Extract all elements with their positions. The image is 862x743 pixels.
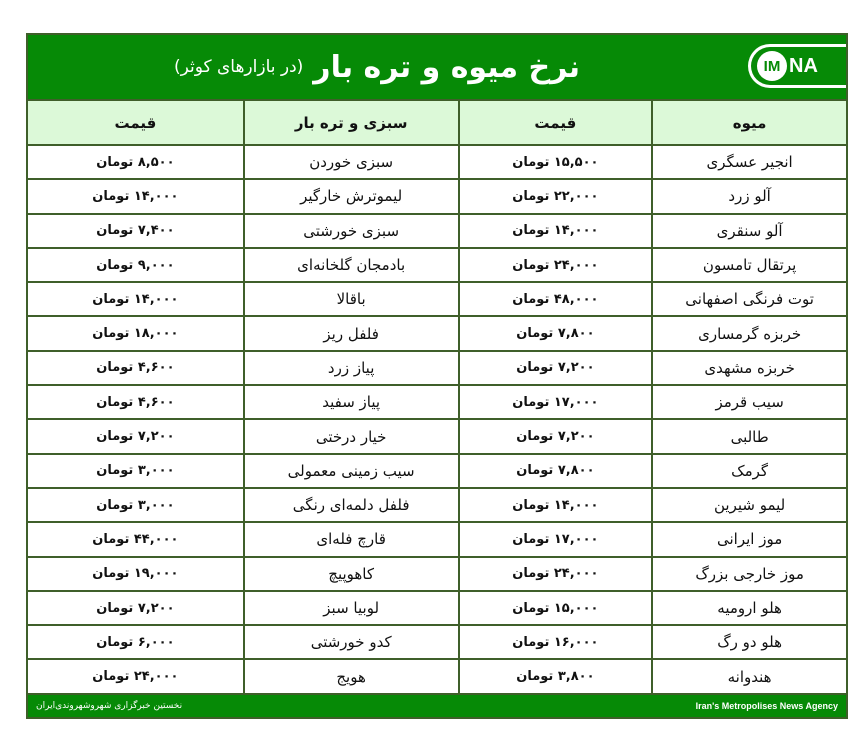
vegetable-name: سبزی خوردن [244,145,459,179]
fruit-name: پرتقال تامسون [652,248,846,282]
imna-logo-icon [748,44,846,88]
table-row [28,248,846,282]
vegetable-name: کاهوپیچ [244,557,459,591]
vegetable-price: ۴۴,۰۰۰ تومان [28,522,244,556]
fruit-price: ۳,۸۰۰ تومان [459,659,653,693]
vegetable-name: سبزی خورشتی [244,214,459,248]
column-header-row [28,101,846,145]
fruit-price: ۷,۸۰۰ تومان [459,454,653,488]
table-row [28,488,846,522]
vegetable-name: هویج [244,659,459,693]
fruit-name: خربزه گرمساری [652,316,846,350]
footer-english-tagline: Iran's Metropolises News Agency [695,700,838,711]
title-block [28,35,726,99]
footer-persian-text: نخستین خبرگزاری شهروشهروندی‌ایران [36,700,183,711]
price-table [28,101,846,695]
vegetable-price: ۱۴,۰۰۰ تومان [28,282,244,316]
table-row [28,351,846,385]
vegetable-price: ۷,۲۰۰ تومان [28,591,244,625]
table-row [28,145,846,179]
price-table-card [26,33,848,719]
table-row [28,179,846,213]
table-row [28,522,846,556]
vegetable-price: ۴,۶۰۰ تومان [28,385,244,419]
fruit-name: انجیر عسگری [652,145,846,179]
table-row [28,316,846,350]
logo-text: NA [789,54,818,77]
column-header-vegetable-price: قیمت [28,101,244,145]
vegetable-price: ۳,۰۰۰ تومان [28,454,244,488]
fruit-price: ۱۴,۰۰۰ تومان [459,488,653,522]
fruit-price: ۲۴,۰۰۰ تومان [459,248,653,282]
vegetable-name: فلفل ریز [244,316,459,350]
fruit-price: ۲۴,۰۰۰ تومان [459,557,653,591]
fruit-name: گرمک [652,454,846,488]
vegetable-name: بادمجان گلخانه‌ای [244,248,459,282]
title-banner [28,35,846,101]
vegetable-price: ۱۹,۰۰۰ تومان [28,557,244,591]
column-header-fruit: میوه [652,101,846,145]
fruit-price: ۷,۲۰۰ تومان [459,419,653,453]
vegetable-price: ۳,۰۰۰ تومان [28,488,244,522]
fruit-name: لیمو شیرین [652,488,846,522]
footer-persian-tagline [28,701,437,711]
fruit-name: هندوانه [652,659,846,693]
table-row [28,659,846,693]
vegetable-name: باقالا [244,282,459,316]
table-row [28,557,846,591]
fruit-price: ۱۵,۵۰۰ تومان [459,145,653,179]
vegetable-name: فلفل دلمه‌ای رنگی [244,488,459,522]
vegetable-name: قارچ فله‌ای [244,522,459,556]
table-row [28,385,846,419]
fruit-price: ۴۸,۰۰۰ تومان [459,282,653,316]
table-row [28,282,846,316]
vegetable-price: ۹,۰۰۰ تومان [28,248,244,282]
fruit-price: ۱۷,۰۰۰ تومان [459,522,653,556]
vegetable-name: خیار درختی [244,419,459,453]
fruit-name: آلو زرد [652,179,846,213]
page-title: نرخ میوه و تره بار [313,49,581,85]
fruit-name: موز ایرانی [652,522,846,556]
vegetable-price: ۴,۶۰۰ تومان [28,351,244,385]
vegetable-name: کدو خورشتی [244,625,459,659]
vegetable-name: پیاز زرد [244,351,459,385]
vegetable-price: ۷,۲۰۰ تومان [28,419,244,453]
fruit-name: موز خارجی بزرگ [652,557,846,591]
column-header-fruit-price: قیمت [459,101,653,145]
fruit-name: طالبی [652,419,846,453]
fruit-price: ۷,۸۰۰ تومان [459,316,653,350]
table-row [28,591,846,625]
vegetable-price: ۶,۰۰۰ تومان [28,625,244,659]
vegetable-name: لوبیا سبز [244,591,459,625]
fruit-name: هلو ارومیه [652,591,846,625]
vegetable-price: ۸,۵۰۰ تومان [28,145,244,179]
fruit-price: ۱۵,۰۰۰ تومان [459,591,653,625]
fruit-name: خربزه مشهدی [652,351,846,385]
table-row [28,454,846,488]
fruit-name: آلو سنقری [652,214,846,248]
page-subtitle: (در بازارهای کوثر) [173,57,304,77]
vegetable-name: لیموترش خارگیر [244,179,459,213]
vegetable-name: پیاز سفید [244,385,459,419]
table-row [28,214,846,248]
vegetable-price: ۱۸,۰۰۰ تومان [28,316,244,350]
vegetable-price: ۱۴,۰۰۰ تومان [28,179,244,213]
table-row [28,419,846,453]
table-row [28,625,846,659]
fruit-name: توت فرنگی اصفهانی [652,282,846,316]
vegetable-price: ۲۴,۰۰۰ تومان [28,659,244,693]
column-header-vegetable: سبزی و تره بار [244,101,459,145]
fruit-price: ۷,۲۰۰ تومان [459,351,653,385]
logo-circle: IM [757,51,787,81]
vegetable-name: سیب زمینی معمولی [244,454,459,488]
fruit-price: ۱۶,۰۰۰ تومان [459,625,653,659]
vegetable-price: ۷,۴۰۰ تومان [28,214,244,248]
fruit-name: هلو دو رگ [652,625,846,659]
fruit-price: ۱۷,۰۰۰ تومان [459,385,653,419]
fruit-name: سیب قرمز [652,385,846,419]
footer-bar [28,695,846,717]
fruit-price: ۱۴,۰۰۰ تومان [459,214,653,248]
fruit-price: ۲۲,۰۰۰ تومان [459,179,653,213]
